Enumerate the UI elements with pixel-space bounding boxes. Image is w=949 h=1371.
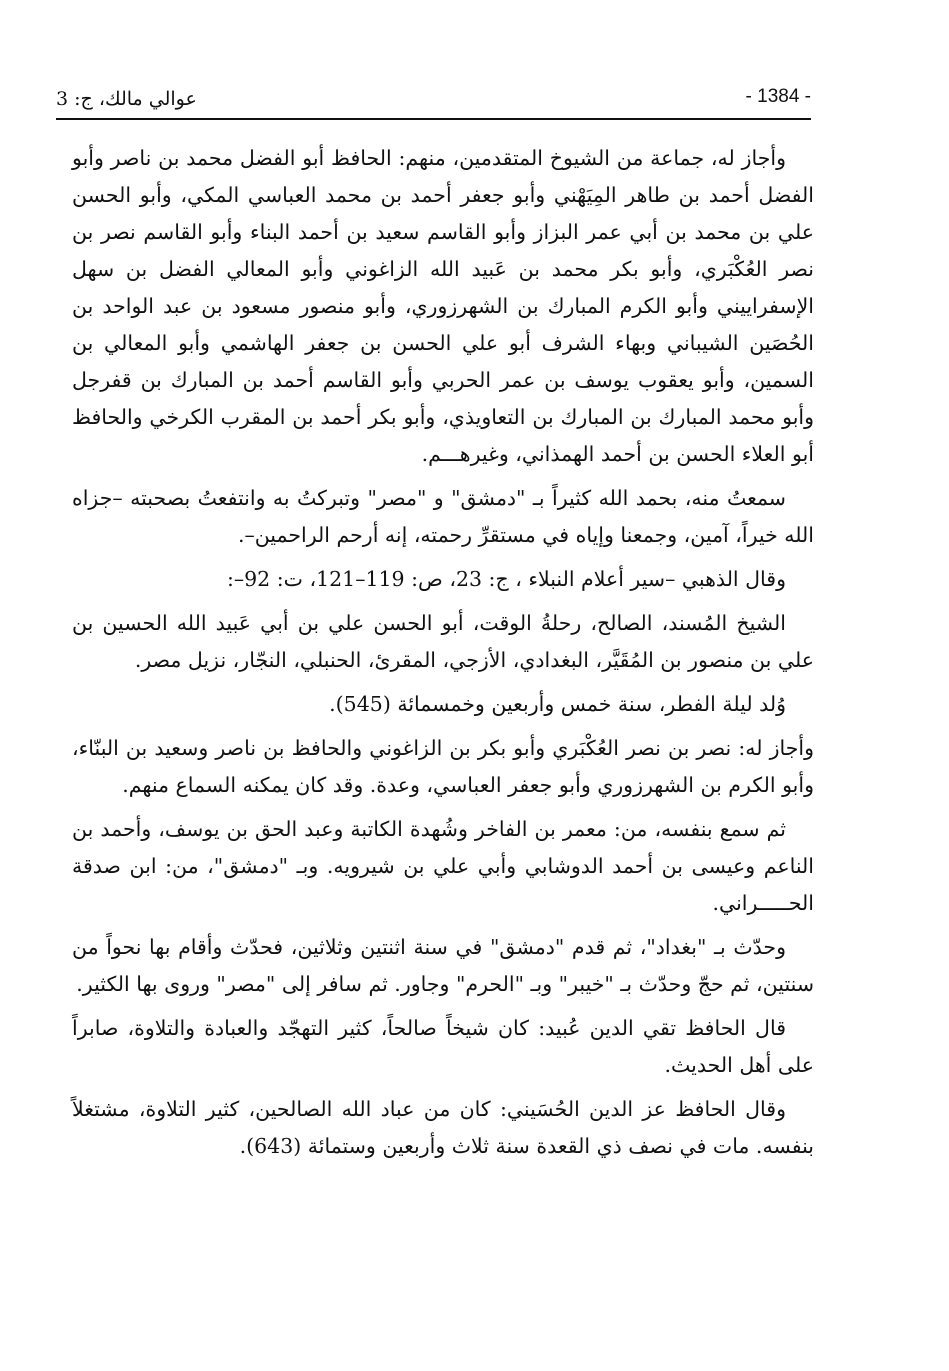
paragraph-ijaza-lahu: وأجاز له: نصر بن نصر العُكْبَري وأبو بكر بن الزاغوني والحافظ بن ناصر وسعيد بن البنّاء، وأبو الكرم بن الشهرزوري وأبو جعفر العباسي، وعدة. وقد كان يمكنه السماع منهم. (72, 736, 814, 797)
running-title: عوالي مالك، ج: 3 (56, 88, 197, 110)
paragraph-taqi-al-din: قال الحافظ تقي الدين عُبيد: كان شيخاً صالحاً، كثير التهجّد والعبادة والتلاوة، صابراً على أهل الحديث. (72, 1016, 814, 1077)
header-rule (56, 118, 811, 120)
paragraph-izz-al-din: وقال الحافظ عز الدين الحُسَيني: كان من عباد الله الصالحين، كثير التلاوة، مشتغلاً بنفسه. مات في نصف ذي القعدة سنة ثلاث وأربعين وستمائة (643). (72, 1097, 814, 1158)
body-text (72, 140, 814, 1172)
paragraph-haddatha: وحدّث بـ "بغداد"، ثم قدم "دمشق" في سنة اثنتين وثلاثين، فحدّث وأقام بها نحواً من سنتين، ثم حجّ وحدّث بـ "خيبر" وبـ "الحرم" وجاور. ثم سافر إلى "مصر" وروى بها الكثير. (72, 935, 814, 996)
paragraph-biography-name: الشيخ المُسند، الصالح، رحلةُ الوقت، أبو الحسن علي بن أبي عَبيد الله الحسين بن علي بن منصور بن المُقَيَّر، البغدادي، الأزجي، المقرئ، الحنبلي، النجّار، نزيل مصر. (72, 611, 814, 672)
paragraph-samia-binafsihi: ثم سمع بنفسه، من: معمر بن الفاخر وشُهدة الكاتبة وعبد الحق بن يوسف، وأحمد بن الناعم وعيسى بن أحمد الدوشابي وأبي علي بن شيرويه. وبـ "دمشق"، من: ابن صدقة الحـــــراني. (72, 817, 814, 915)
paragraph-dhahabi-citation: وقال الذهبي –سير أعلام النبلاء ، ج: 23، ص: 119–121، ت: 92–: (226, 567, 786, 591)
page-number: - 1384 - (745, 86, 811, 107)
paragraph-ijaza-shuyukh: وأجاز له، جماعة من الشيوخ المتقدمين، منهم: الحافظ أبو الفضل محمد بن ناصر وأبو الفضل أحمد بن طاهر المِيَهْني وأبو جعفر أحمد بن محمد العباسي المكي، وأبو الحسن علي بن محمد بن أبي عمر البزاز وأبو القاسم سعيد بن أحمد البناء وأبو القاسم نصر بن نصر العُكْبَري، وأبو بكر محمد بن عَبيد الله الزاغوني وأبو المعالي الفضل بن سهل الإسفراييني وأبو الكرم المبارك بن الشهرزوري، وأبو منصور مسعود بن عبد الواحد بن الحُصَين الشيباني وبهاء الشرف أبو علي الحسن بن جعفر الهاشمي وأبو المعالي بن السمين، وأبو يعقوب يوسف بن عمر الحربي وأبو القاسم أحمد بن المبارك بن قفرجل وأبو محمد المبارك بن المبارك بن التعاويذي، وأبو بكر أحمد بن المقرب الكرخي والحافظ أبو العلاء الحسن بن أحمد الهمذاني، وغيرهـــم. (72, 146, 814, 466)
paragraph-samatu-minhu: سمعتُ منه، بحمد الله كثيراً بـ "دمشق" و "مصر" وتبركتُ به وانتفعتُ بصحبته –جزاه الله خيراً، آمين، وجمعنا وإياه في مستقرِّ رحمته، إنه أرحم الراحمين–. (72, 486, 814, 547)
paragraph-birth: وُلد ليلة الفطر، سنة خمس وأربعين وخمسمائة (545). (329, 692, 786, 716)
page-header (56, 82, 811, 114)
